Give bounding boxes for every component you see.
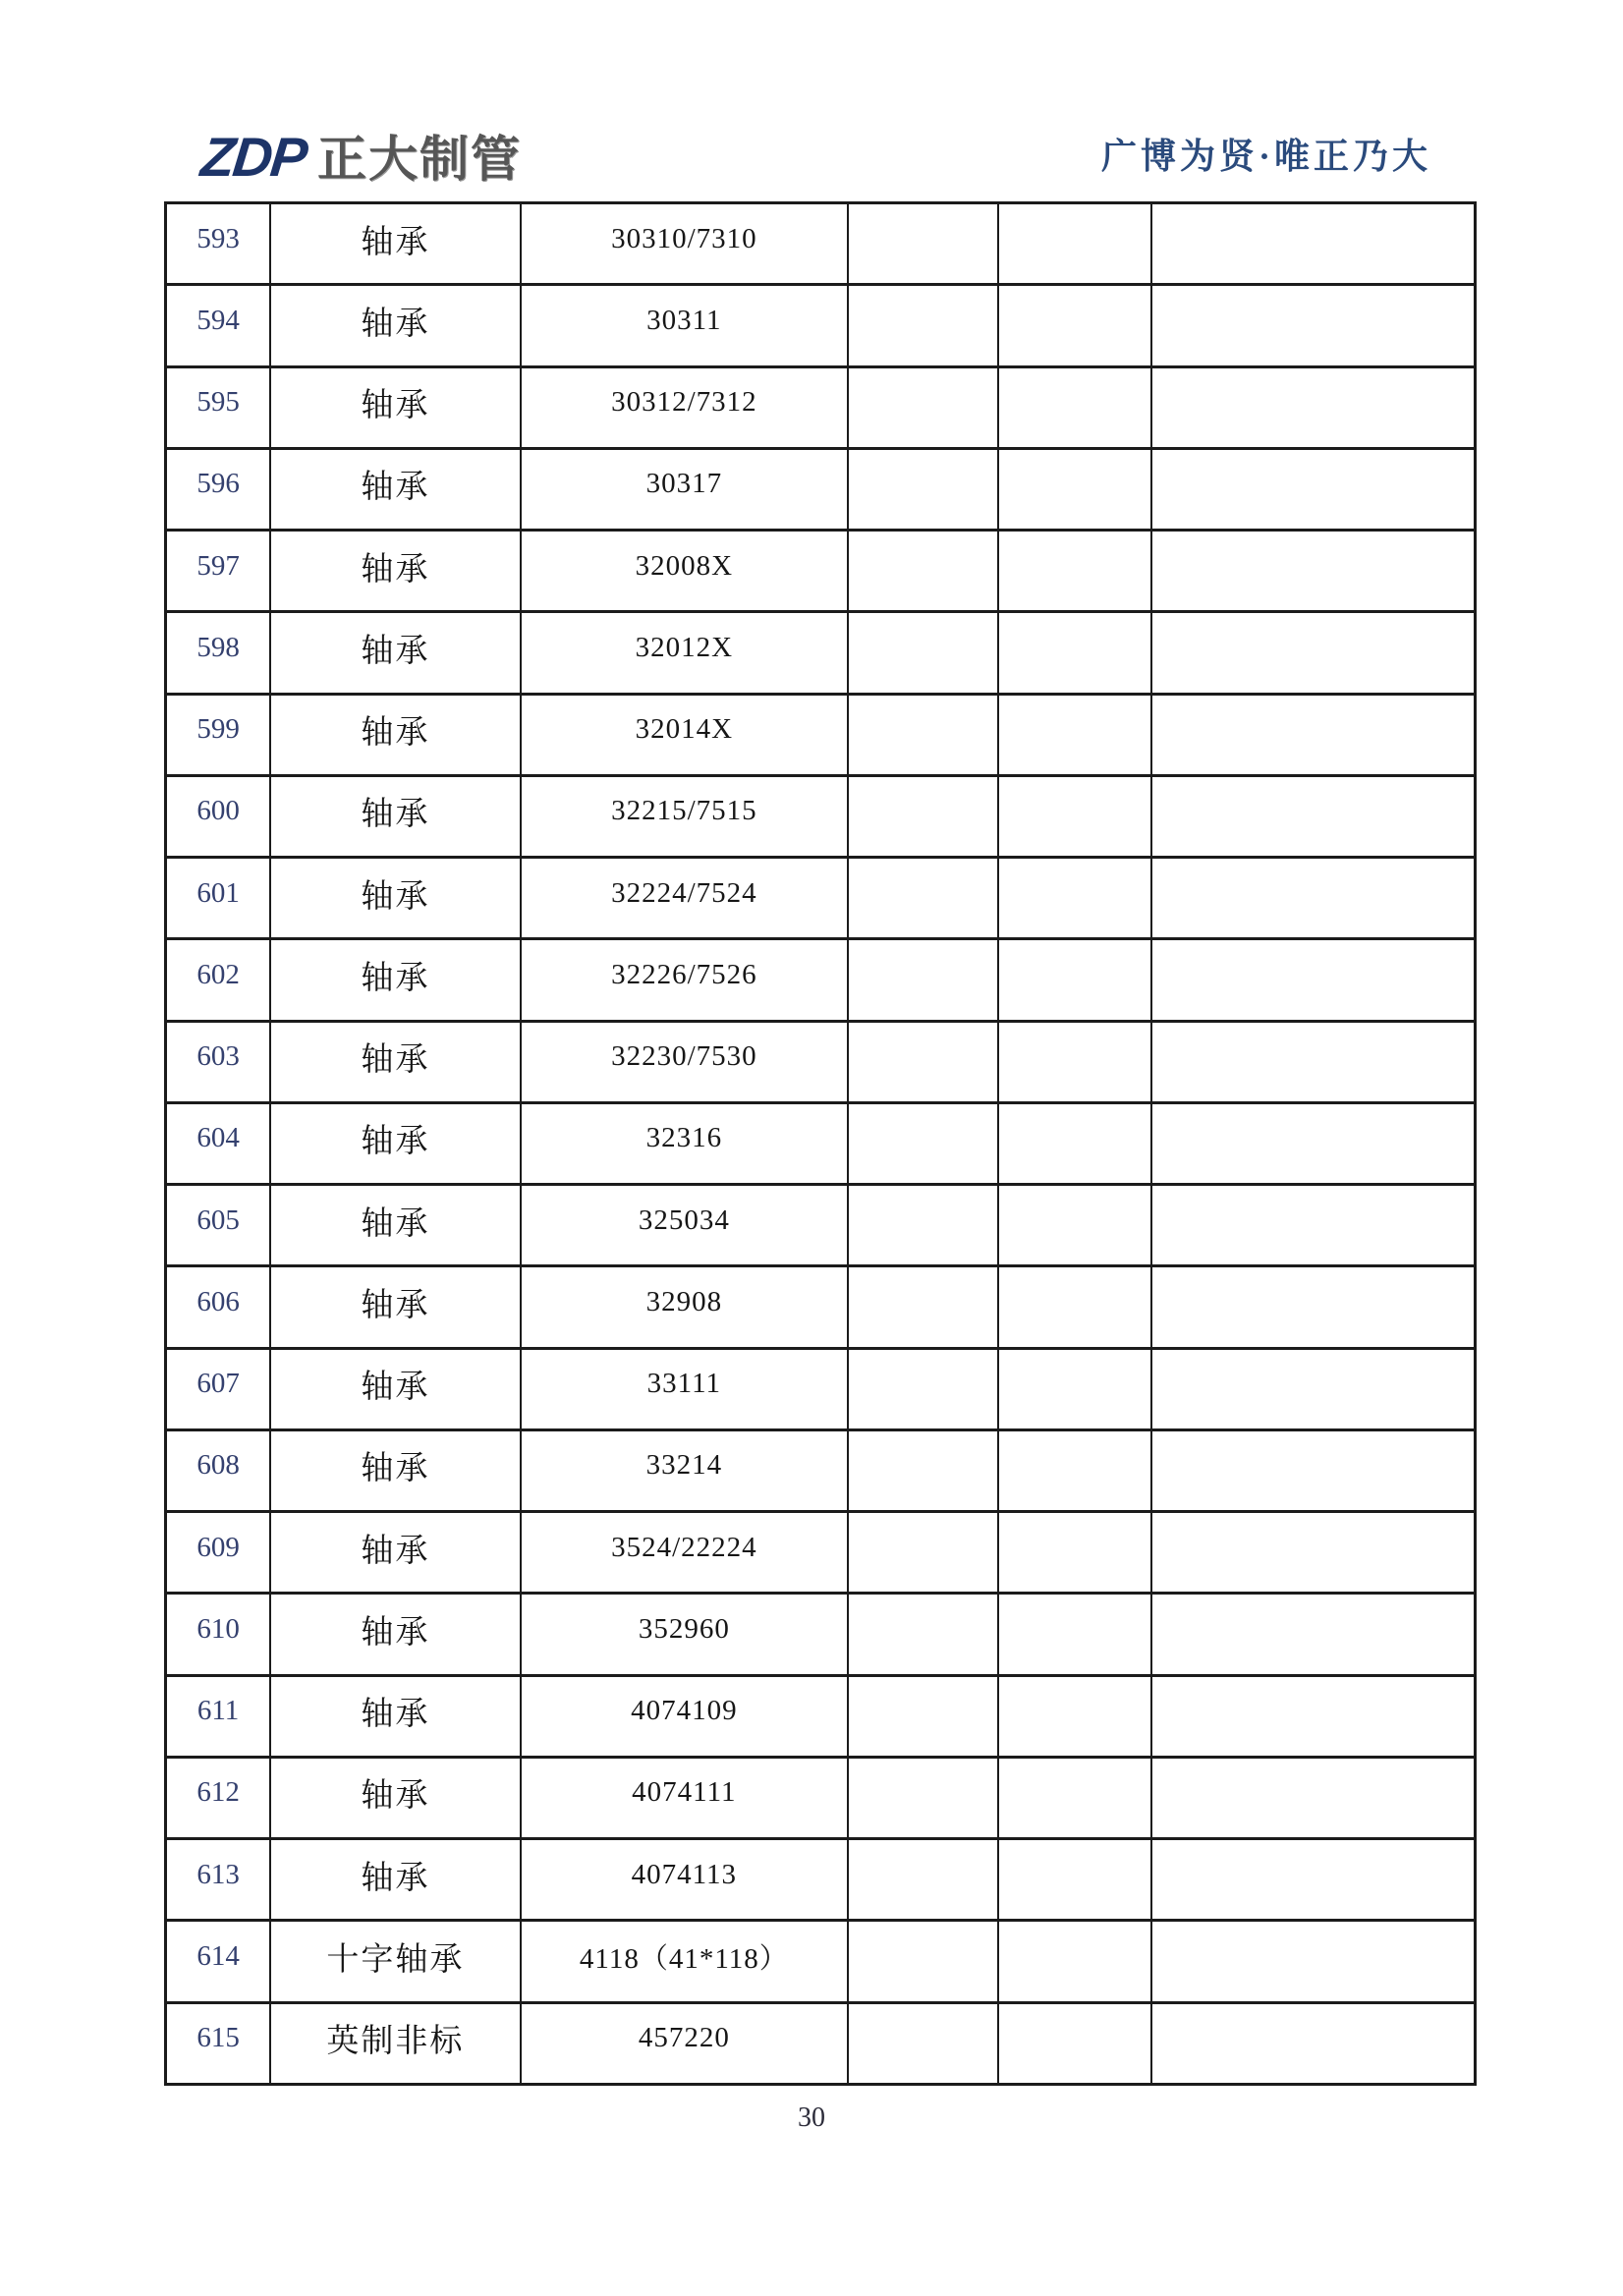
row-number-cell: 605 xyxy=(166,1185,271,1266)
empty-cell xyxy=(1151,1102,1475,1184)
category-cell: 轴承 xyxy=(270,531,521,612)
category-cell: 轴承 xyxy=(270,1348,521,1429)
table-row xyxy=(166,694,1476,775)
empty-cell xyxy=(998,1185,1151,1266)
empty-cell xyxy=(848,1102,998,1184)
row-number-cell: 593 xyxy=(166,203,271,285)
row-number-cell: 595 xyxy=(166,366,271,448)
category-cell: 轴承 xyxy=(270,1102,521,1184)
table-row xyxy=(166,858,1476,939)
table-row xyxy=(166,203,1476,285)
row-number-cell: 615 xyxy=(166,2002,271,2084)
empty-cell xyxy=(848,1839,998,1921)
model-cell: 352960 xyxy=(521,1594,848,1675)
table-row xyxy=(166,1512,1476,1594)
category-cell: 轴承 xyxy=(270,1429,521,1511)
empty-cell xyxy=(848,1429,998,1511)
category-cell: 轴承 xyxy=(270,448,521,530)
model-cell: 33214 xyxy=(521,1429,848,1511)
empty-cell xyxy=(998,1921,1151,2002)
row-number-cell: 603 xyxy=(166,1021,271,1102)
model-cell: 32215/7515 xyxy=(521,775,848,857)
empty-cell xyxy=(1151,939,1475,1021)
parts-table-body xyxy=(166,203,1476,2085)
model-cell: 30312/7312 xyxy=(521,366,848,448)
row-number-cell: 596 xyxy=(166,448,271,530)
empty-cell xyxy=(998,531,1151,612)
empty-cell xyxy=(998,1757,1151,1838)
empty-cell xyxy=(998,1429,1151,1511)
empty-cell xyxy=(1151,2002,1475,2084)
empty-cell xyxy=(998,1839,1151,1921)
empty-cell xyxy=(1151,366,1475,448)
category-cell: 轴承 xyxy=(270,612,521,694)
company-slogan: 广博为贤·唯正乃大 xyxy=(1100,137,1431,176)
row-number-cell: 598 xyxy=(166,612,271,694)
empty-cell xyxy=(1151,1266,1475,1348)
empty-cell xyxy=(848,531,998,612)
row-number-cell: 594 xyxy=(166,285,271,366)
empty-cell xyxy=(1151,531,1475,612)
table-row xyxy=(166,1675,1476,1757)
empty-cell xyxy=(998,1594,1151,1675)
table-row xyxy=(166,448,1476,530)
model-cell: 32908 xyxy=(521,1266,848,1348)
category-cell: 轴承 xyxy=(270,1839,521,1921)
model-cell: 325034 xyxy=(521,1185,848,1266)
row-number-cell: 611 xyxy=(166,1675,271,1757)
row-number-cell: 607 xyxy=(166,1348,271,1429)
category-cell: 轴承 xyxy=(270,285,521,366)
empty-cell xyxy=(998,2002,1151,2084)
empty-cell xyxy=(848,1675,998,1757)
table-row xyxy=(166,1839,1476,1921)
row-number-cell: 613 xyxy=(166,1839,271,1921)
category-cell: 轴承 xyxy=(270,694,521,775)
model-cell: 32008X xyxy=(521,531,848,612)
empty-cell xyxy=(998,448,1151,530)
category-cell: 轴承 xyxy=(270,1021,521,1102)
category-cell: 轴承 xyxy=(270,1512,521,1594)
row-number-cell: 600 xyxy=(166,775,271,857)
empty-cell xyxy=(848,1921,998,2002)
empty-cell xyxy=(1151,775,1475,857)
model-cell: 30310/7310 xyxy=(521,203,848,285)
empty-cell xyxy=(848,775,998,857)
model-cell: 32012X xyxy=(521,612,848,694)
empty-cell xyxy=(848,612,998,694)
category-cell: 轴承 xyxy=(270,1185,521,1266)
category-cell: 轴承 xyxy=(270,775,521,857)
model-cell: 32230/7530 xyxy=(521,1021,848,1102)
empty-cell xyxy=(1151,694,1475,775)
table-row xyxy=(166,1757,1476,1838)
table-row xyxy=(166,939,1476,1021)
row-number-cell: 599 xyxy=(166,694,271,775)
empty-cell xyxy=(1151,1675,1475,1757)
empty-cell xyxy=(848,203,998,285)
row-number-cell: 612 xyxy=(166,1757,271,1838)
empty-cell xyxy=(1151,285,1475,366)
table-row xyxy=(166,285,1476,366)
empty-cell xyxy=(998,366,1151,448)
category-cell: 轴承 xyxy=(270,1266,521,1348)
category-cell: 轴承 xyxy=(270,939,521,1021)
empty-cell xyxy=(998,939,1151,1021)
row-number-cell: 602 xyxy=(166,939,271,1021)
empty-cell xyxy=(848,694,998,775)
empty-cell xyxy=(998,285,1151,366)
empty-cell xyxy=(1151,1839,1475,1921)
parts-table xyxy=(164,201,1477,2086)
empty-cell xyxy=(1151,612,1475,694)
table-row xyxy=(166,1102,1476,1184)
empty-cell xyxy=(848,1512,998,1594)
empty-cell xyxy=(1151,1594,1475,1675)
category-cell: 轴承 xyxy=(270,858,521,939)
row-number-cell: 606 xyxy=(166,1266,271,1348)
empty-cell xyxy=(848,1757,998,1838)
empty-cell xyxy=(848,1266,998,1348)
empty-cell xyxy=(1151,1512,1475,1594)
table-row xyxy=(166,366,1476,448)
table-row xyxy=(166,2002,1476,2084)
model-cell: 457220 xyxy=(521,2002,848,2084)
model-cell: 4074109 xyxy=(521,1675,848,1757)
table-row xyxy=(166,1021,1476,1102)
page-number: 30 xyxy=(798,2102,825,2133)
table-row xyxy=(166,1348,1476,1429)
table-row xyxy=(166,531,1476,612)
empty-cell xyxy=(998,1675,1151,1757)
table-row xyxy=(166,1266,1476,1348)
empty-cell xyxy=(1151,203,1475,285)
company-name: 正大制管 xyxy=(317,132,522,187)
row-number-cell: 597 xyxy=(166,531,271,612)
empty-cell xyxy=(998,1021,1151,1102)
model-cell: 32226/7526 xyxy=(521,939,848,1021)
empty-cell xyxy=(998,1102,1151,1184)
empty-cell xyxy=(1151,1185,1475,1266)
model-cell: 4074111 xyxy=(521,1757,848,1838)
category-cell: 轴承 xyxy=(270,366,521,448)
empty-cell xyxy=(998,612,1151,694)
row-number-cell: 609 xyxy=(166,1512,271,1594)
category-cell: 英制非标 xyxy=(270,2002,521,2084)
empty-cell xyxy=(848,1185,998,1266)
empty-cell xyxy=(998,775,1151,857)
page-header xyxy=(0,0,1623,201)
empty-cell xyxy=(848,2002,998,2084)
model-cell: 4118（41*118） xyxy=(521,1921,848,2002)
empty-cell xyxy=(1151,1348,1475,1429)
category-cell: 轴承 xyxy=(270,1757,521,1838)
empty-cell xyxy=(1151,858,1475,939)
category-cell: 轴承 xyxy=(270,1594,521,1675)
table-row xyxy=(166,1594,1476,1675)
table-row xyxy=(166,612,1476,694)
table-row xyxy=(166,775,1476,857)
empty-cell xyxy=(998,203,1151,285)
company-logo xyxy=(197,126,522,188)
table-row xyxy=(166,1921,1476,2002)
empty-cell xyxy=(848,1348,998,1429)
table-row xyxy=(166,1429,1476,1511)
empty-cell xyxy=(848,939,998,1021)
empty-cell xyxy=(998,858,1151,939)
row-number-cell: 610 xyxy=(166,1594,271,1675)
empty-cell xyxy=(848,285,998,366)
empty-cell xyxy=(848,448,998,530)
model-cell: 32316 xyxy=(521,1102,848,1184)
model-cell: 30317 xyxy=(521,448,848,530)
zdp-logo-icon: ZDP xyxy=(197,126,309,188)
empty-cell xyxy=(1151,1757,1475,1838)
row-number-cell: 604 xyxy=(166,1102,271,1184)
row-number-cell: 601 xyxy=(166,858,271,939)
empty-cell xyxy=(848,1594,998,1675)
empty-cell xyxy=(998,694,1151,775)
empty-cell xyxy=(1151,1429,1475,1511)
empty-cell xyxy=(848,1021,998,1102)
model-cell: 30311 xyxy=(521,285,848,366)
empty-cell xyxy=(848,366,998,448)
model-cell: 3524/22224 xyxy=(521,1512,848,1594)
category-cell: 轴承 xyxy=(270,1675,521,1757)
page-footer xyxy=(0,2102,1623,2134)
empty-cell xyxy=(1151,1921,1475,2002)
empty-cell xyxy=(1151,1021,1475,1102)
table-row xyxy=(166,1185,1476,1266)
model-cell: 4074113 xyxy=(521,1839,848,1921)
empty-cell xyxy=(998,1512,1151,1594)
model-cell: 33111 xyxy=(521,1348,848,1429)
empty-cell xyxy=(848,858,998,939)
category-cell: 轴承 xyxy=(270,203,521,285)
empty-cell xyxy=(998,1266,1151,1348)
model-cell: 32014X xyxy=(521,694,848,775)
empty-cell xyxy=(1151,448,1475,530)
empty-cell xyxy=(998,1348,1151,1429)
row-number-cell: 614 xyxy=(166,1921,271,2002)
row-number-cell: 608 xyxy=(166,1429,271,1511)
model-cell: 32224/7524 xyxy=(521,858,848,939)
category-cell: 十字轴承 xyxy=(270,1921,521,2002)
